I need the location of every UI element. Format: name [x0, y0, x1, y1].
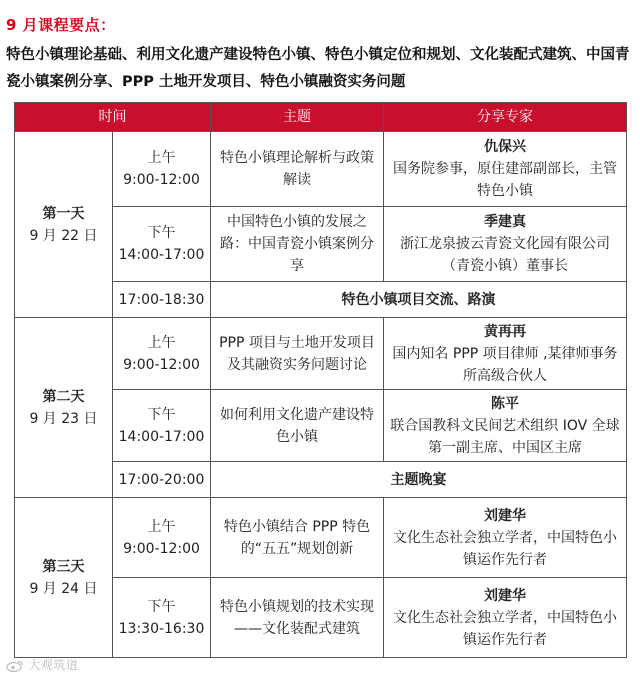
course-summary: 特色小镇理论基础、利用文化遗产建设特色小镇、特色小镇定位和规划、文化装配式建筑、中国青瓷小镇案例分享、PPP 土地开发项目、特色小镇融资实务问题 [6, 47, 630, 90]
header-topic: 主题 [211, 103, 384, 132]
day-name: 第一天 [42, 205, 85, 222]
session-period: 下午 [147, 225, 176, 241]
session-time-cell [113, 390, 211, 462]
expert-title: 文化生态社会独立学者，中国特色小镇运作先行者 [393, 609, 617, 648]
session-topic: 中国特色小镇的发展之路：中国青瓷小镇案例分享 [211, 207, 384, 282]
expert-title: 国内知名 PPP 项目律师 ,某律师事务所高级合伙人 [392, 345, 618, 384]
expert-name: 陈平 [491, 395, 519, 412]
day-name: 第三天 [42, 558, 85, 575]
expert-cell [384, 207, 627, 282]
session-period: 上午 [147, 150, 176, 166]
event-label: 主题晚宴 [211, 462, 627, 498]
expert-cell [384, 132, 627, 207]
session-time-cell [113, 207, 211, 282]
session-period: 下午 [147, 406, 176, 423]
day-cell [15, 318, 113, 498]
event-time: 17:00-18:30 [113, 282, 211, 318]
session-time-cell [113, 498, 211, 578]
expert-title: 文化生态社会独立学者，中国特色小镇运作先行者 [393, 529, 617, 568]
weibo-logo-icon [6, 660, 24, 672]
header-expert: 分享专家 [384, 103, 627, 132]
event-time: 17:00-20:00 [113, 462, 211, 498]
session-time: 9:00-12:00 [123, 356, 200, 373]
expert-title: 浙江龙泉披云青瓷文化园有限公司（青瓷小镇）董事长 [400, 236, 610, 274]
event-label: 特色小镇项目交流、路演 [211, 282, 627, 318]
expert-name: 仇保兴 [484, 139, 526, 155]
day-name: 第二天 [42, 388, 85, 405]
expert-name: 季建真 [484, 214, 526, 230]
expert-name: 刘建华 [484, 507, 526, 524]
table-row [15, 318, 627, 390]
session-time: 9:00-12:00 [123, 540, 200, 557]
table-row [15, 498, 627, 578]
expert-title: 联合国教科文民间艺术组织 IOV 全球第一副主席、中国区主席 [390, 417, 620, 456]
session-topic: PPP 项目与土地开发项目及其融资实务问题讨论 [211, 318, 384, 390]
schedule-table [14, 102, 627, 658]
session-topic: 特色小镇理论解析与政策解读 [211, 132, 384, 207]
day-date: 9 月 22 日 [29, 227, 98, 244]
session-time: 13:30-16:30 [118, 620, 205, 637]
expert-cell [384, 498, 627, 578]
session-topic: 如何利用文化遗产建设特色小镇 [211, 390, 384, 462]
session-topic: 特色小镇规划的技术实现——文化装配式建筑 [211, 578, 384, 658]
session-time: 14:00-17:00 [118, 247, 205, 263]
table-row [15, 132, 627, 207]
session-period: 上午 [147, 518, 176, 535]
day-cell [15, 498, 113, 658]
session-time-cell [113, 132, 211, 207]
session-time-cell [113, 578, 211, 658]
section-heading: 9 月课程要点： [6, 16, 116, 34]
expert-cell [384, 390, 627, 462]
expert-title: 国务院参事，原住建部副部长，主管特色小镇 [393, 161, 617, 199]
session-time: 9:00-12:00 [123, 172, 200, 188]
header-time: 时间 [15, 103, 211, 132]
watermark [6, 656, 78, 673]
session-time-cell [113, 318, 211, 390]
expert-cell [384, 578, 627, 658]
session-period: 下午 [147, 598, 176, 615]
table-header-row [15, 103, 627, 132]
day-date: 9 月 24 日 [29, 580, 98, 597]
session-period: 上午 [147, 334, 176, 351]
expert-name: 刘建华 [484, 587, 526, 604]
session-time: 14:00-17:00 [118, 428, 205, 445]
day-date: 9 月 23 日 [29, 410, 98, 427]
expert-cell [384, 318, 627, 390]
session-topic: 特色小镇结合 PPP 特色的“五五”规划创新 [211, 498, 384, 578]
day-cell [15, 132, 113, 318]
watermark-text: 大观筑道 [28, 658, 79, 672]
expert-name: 黄再再 [484, 323, 526, 340]
